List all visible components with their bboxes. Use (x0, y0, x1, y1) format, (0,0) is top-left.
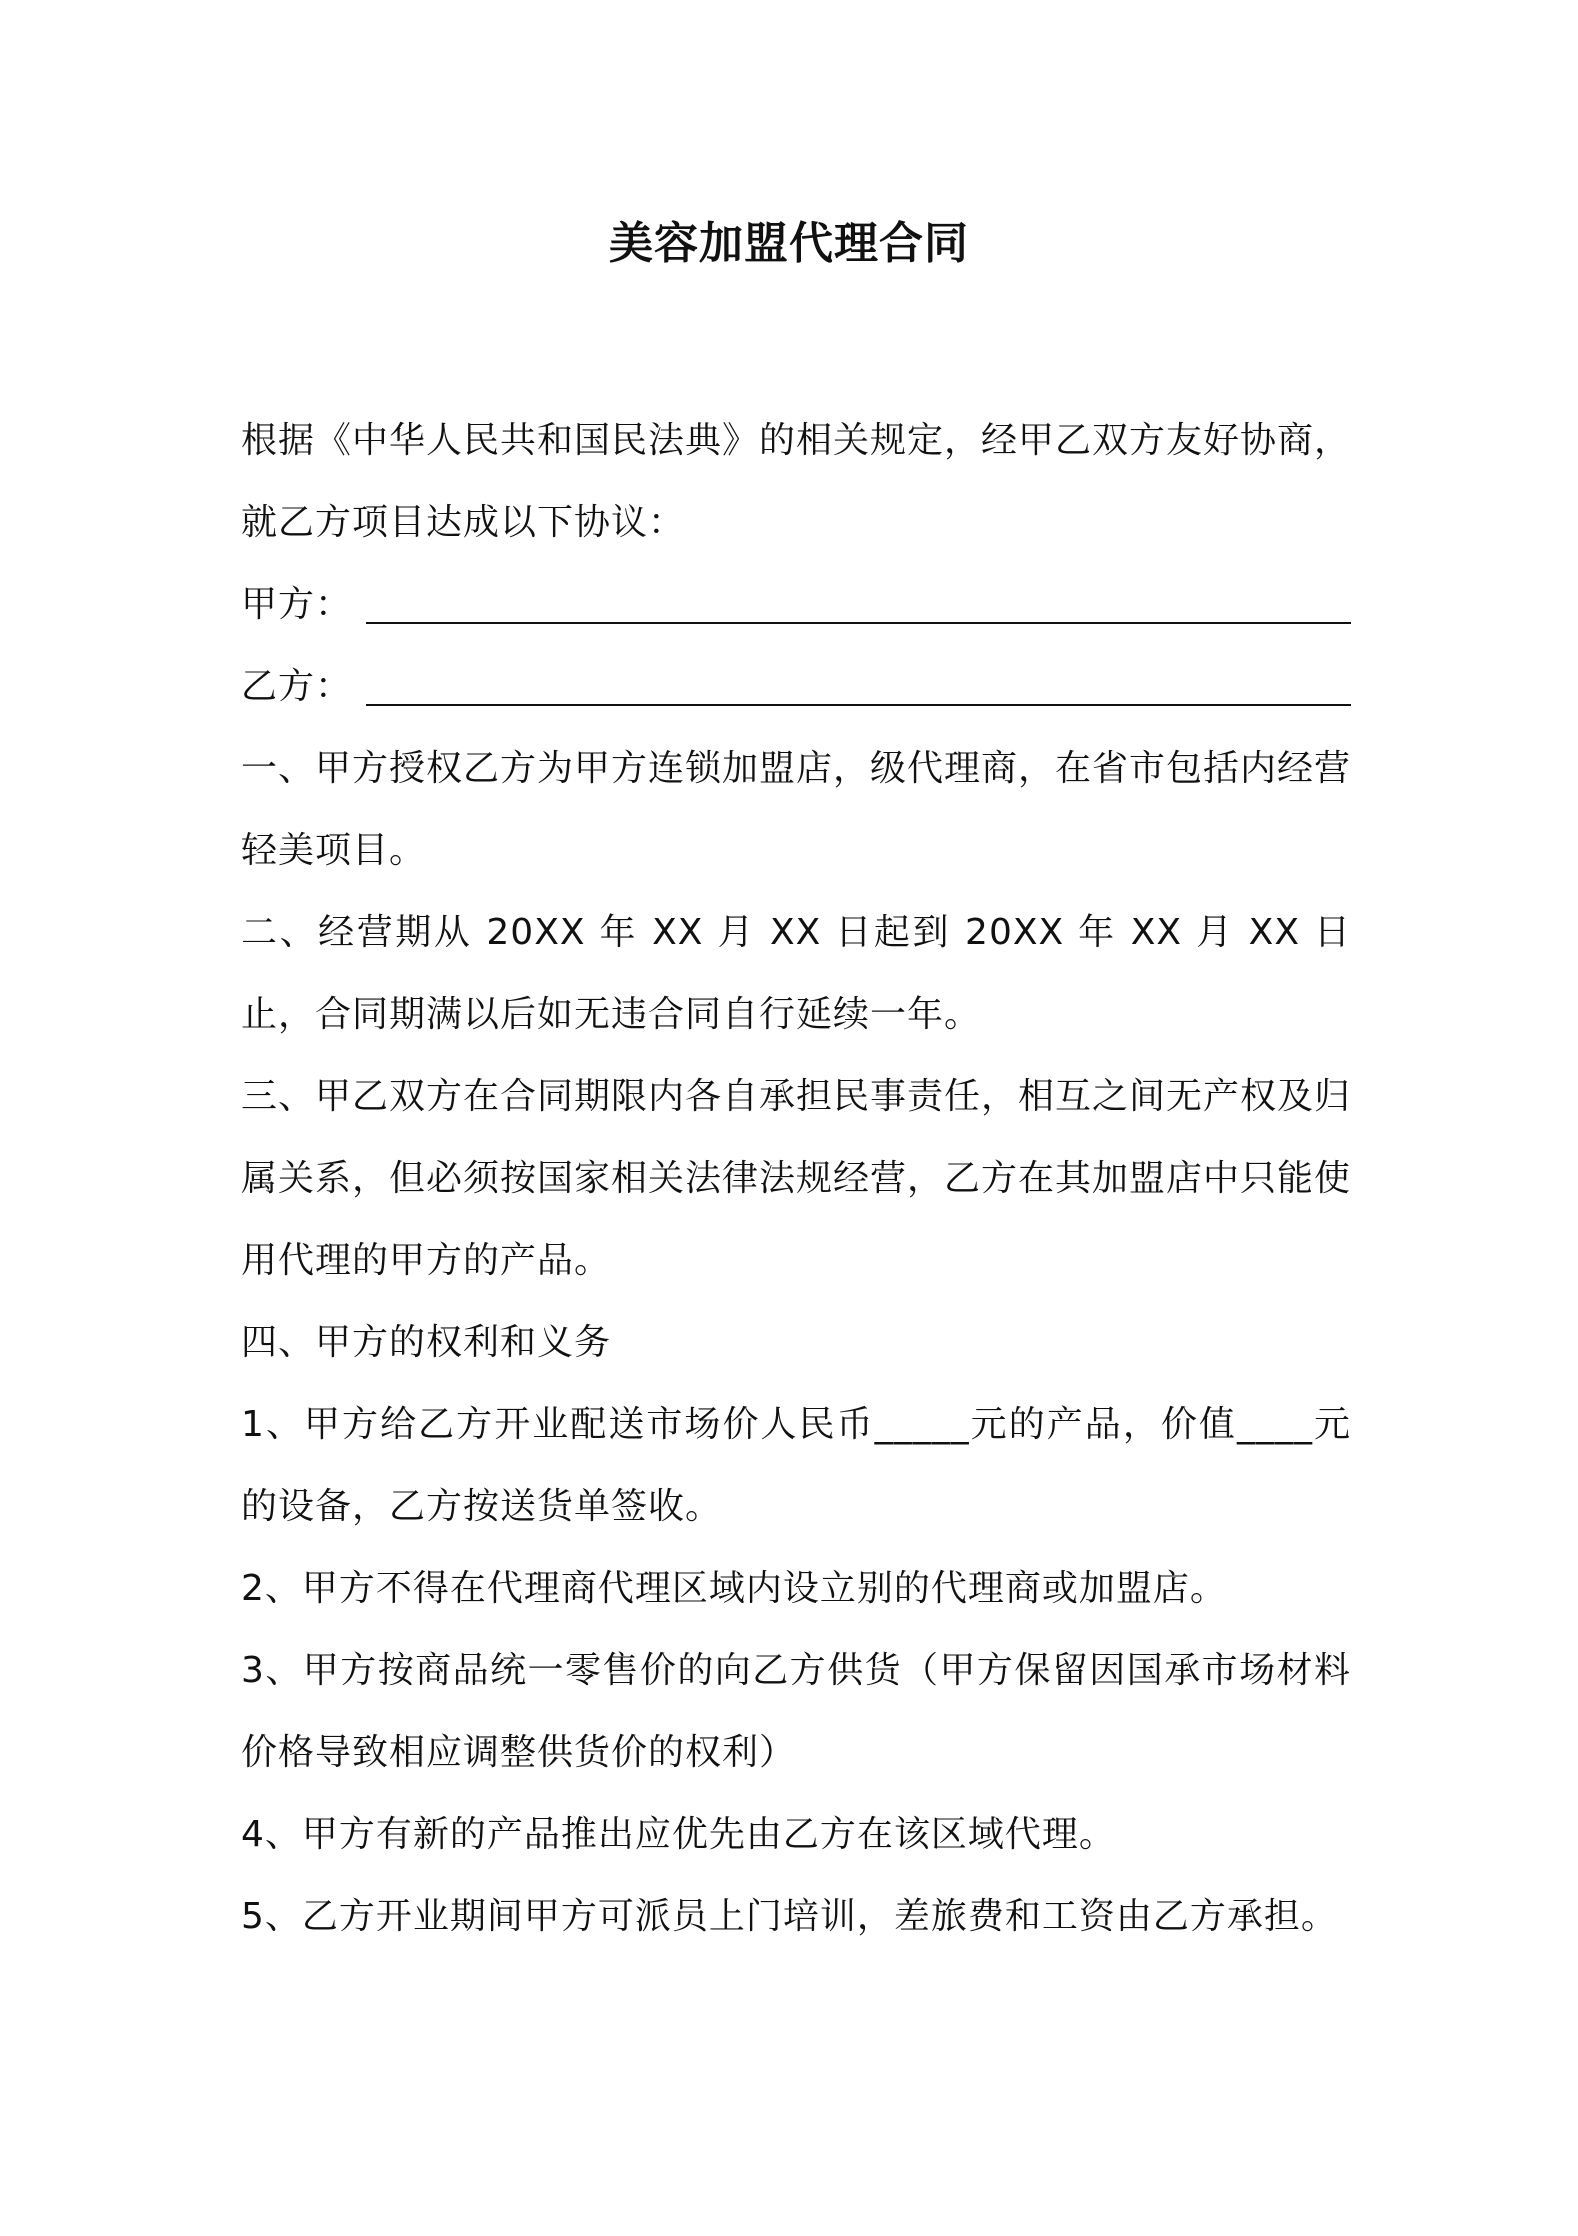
item-4: 4、甲方有新的产品推出应优先由乙方在该区域代理。 (241, 1814, 1116, 1855)
party-a-label: 甲方： (241, 584, 353, 625)
item-1: 1、甲方给乙方开业配送市场价人民币_____元的产品，价值____元的设备，乙方按送货单签收。 (241, 1404, 1351, 1527)
item-5: 5、乙方开业期间甲方可派员上门培训，差旅费和工资由乙方承担。 (241, 1896, 1338, 1937)
clause-1: 一、甲方授权乙方为甲方连锁加盟店，级代理商，在省市包括内经营轻美项目。 (241, 748, 1352, 871)
party-b-blank (366, 704, 1351, 706)
party-b-label: 乙方： (241, 666, 353, 707)
clause-4-heading: 四、甲方的权利和义务 (241, 1322, 612, 1363)
item-2: 2、甲方不得在代理商代理区域内设立别的代理商或加盟店。 (241, 1568, 1227, 1609)
party-a-blank (366, 622, 1351, 624)
item-3: 3、甲方按商品统一零售价的向乙方供货（甲方保留因国承市场材料价格导致相应调整供货价的权利） (241, 1650, 1351, 1773)
clause-2: 二、经营期从 20XX 年 XX 月 XX 日起到 20XX 年 XX 月 XX 日止，合同期满以后如无违合同自行延续一年。 (241, 912, 1351, 1035)
clause-3: 三、甲乙双方在合同期限内各自承担民事责任，相互之间无产权及归属关系，但必须按国家相关法律法规经营，乙方在其加盟店中只能使用代理的甲方的产品。 (241, 1076, 1352, 1281)
intro-paragraph: 根据《中华人民共和国民法典》的相关规定，经甲乙双方友好协商，就乙方项目达成以下协议： (241, 420, 1352, 543)
party-a-line (241, 564, 1351, 646)
document-title: 美容加盟代理合同 (609, 218, 969, 269)
document-body (241, 400, 1351, 1958)
party-b-line (241, 646, 1351, 728)
